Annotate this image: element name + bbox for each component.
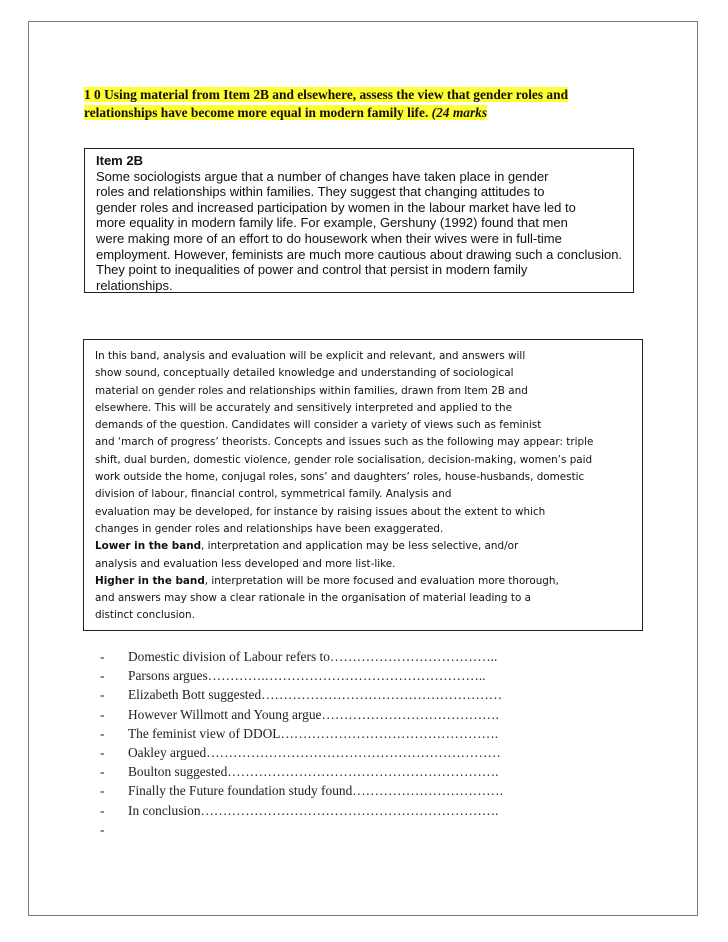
dash-bullet: - [100,783,105,799]
item-line: were making more of an effort to do housework when their wives were in full-time [96,230,562,246]
item-line: more equality in modern family life. For example, Gershuny (1992) found that men [96,215,568,231]
markscheme-line: In this band, analysis and evaluation will be explicit and relevant, and answers will [95,350,526,362]
markscheme-line: work outside the home, conjugal roles, sons’ and daughters’ roles, house-husbands, domestic [95,471,585,484]
list-item-text: In conclusion…………………………………………………………. [128,802,499,818]
item-line: gender roles and increased participation by women in the labour market have led to [96,199,576,215]
markscheme-line: show sound, conceptually detailed knowledge and understanding of sociological [95,367,514,380]
list-item-text: Elizabeth Bott suggested……………………………………………… [128,687,503,703]
essay-plan-list [100,647,503,839]
markscheme-line: and answers may show a clear rationale in the organisation of material leading to a [95,592,531,605]
dash-bullet: - [100,725,105,741]
item-line: relationships. [96,277,173,293]
question-line-1: 1 0 Using material from Item 2B and elsewhere, assess the view that gender roles and [84,87,569,102]
lower-band-line [95,538,642,555]
list-item-text: Boulton suggested……………………………………………………. [128,764,499,780]
mark-scheme-box [83,339,643,631]
markscheme-line: and ‘march of progress’ theorists. Concepts and issues such as the following may appear: triple [95,436,594,449]
markscheme-line: distinct conclusion. [95,609,195,622]
list-item [100,685,503,704]
list-item-text: Parsons argues………….………………………………………….. [128,668,486,684]
dash-bullet: - [100,649,105,664]
higher-band-label: Higher in the band [95,574,205,587]
list-item [100,801,503,820]
markscheme-line: evaluation may be developed, for instance by raising issues about the extent to which [95,505,546,518]
lower-band-text: , interpretation and application may be less selective, and/or [201,540,519,553]
item-line: employment. However, feminists are much more cautious about drawing such a conclusion. [96,246,623,262]
list-item [100,724,503,743]
markscheme-line: changes in gender roles and relationships have been exaggerated. [95,522,444,535]
item-line: roles and relationships within families. They suggest that changing attitudes to [96,184,545,200]
list-item [100,781,503,800]
item-title: Item 2B [96,153,143,168]
higher-band-line [95,573,642,590]
list-item-text: Finally the Future foundation study found……………………………. [128,783,503,799]
markscheme-line: elsewhere. This will be accurately and sensitively interpreted and applied to the [95,401,512,414]
item-line: Some sociologists argue that a number of changes have taken place in gender [96,168,549,184]
markscheme-line: analysis and evaluation less developed and more list-like. [95,557,396,570]
markscheme-line: division of labour, financial control, symmetrical family. Analysis and [95,488,452,501]
dash-bullet: - [100,687,105,703]
list-item [100,820,503,839]
dash-bullet: - [100,745,105,761]
list-item [100,762,503,781]
list-item [100,647,503,666]
list-item [100,705,503,724]
dash-bullet: - [100,821,105,837]
markscheme-line: shift, dual burden, domestic violence, gender role socialisation, decision-making, women’s paid [95,453,593,466]
list-item-text: Domestic division of Labour refers to……………………………….. [128,649,498,664]
list-item [100,666,503,685]
dash-bullet: - [100,764,105,780]
lower-band-label: Lower in the band [95,540,202,553]
markscheme-line: demands of the question. Candidates will consider a variety of views such as feminist [95,419,542,432]
dash-bullet: - [100,706,105,722]
dash-bullet: - [100,668,105,684]
dash-bullet: - [100,802,105,818]
list-item-text: The feminist view of DDOL…………………………………………. [128,725,499,741]
question-heading [84,86,624,122]
item-2b-box [84,148,634,293]
question-line-2: relationships have become more equal in modern family life. [84,105,429,120]
list-item-text: Oakley argued………………………………………………………… [128,745,501,761]
higher-band-text: , interpretation will be more focused and evaluation more thorough, [204,574,559,587]
list-item-text: However Willmott and Young argue…………………………………. [128,706,499,722]
list-item [100,743,503,762]
question-marks: (24 marks [431,105,488,120]
markscheme-line: material on gender roles and relationships within families, drawn from Item 2B and [95,384,528,397]
item-line: They point to inequalities of power and control that persist in modern family [96,262,528,278]
